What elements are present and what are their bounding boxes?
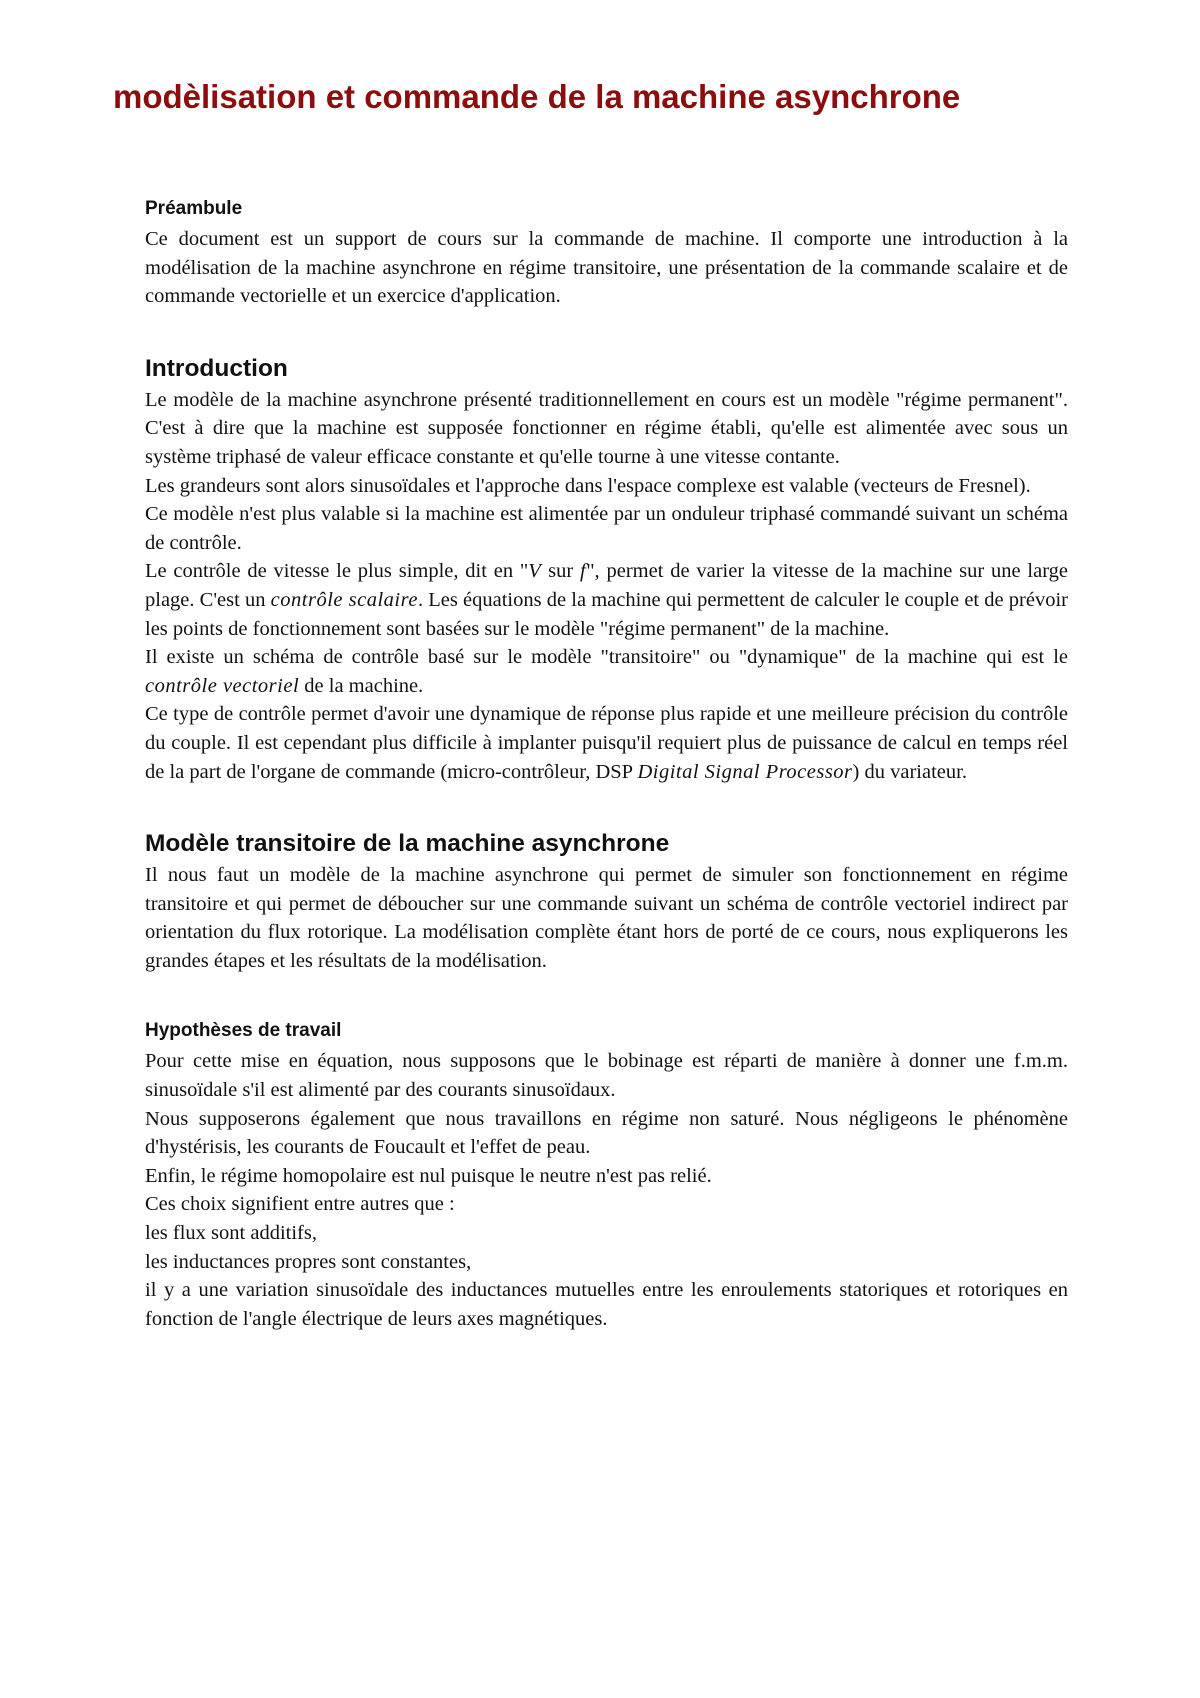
heading-preambule: Préambule — [145, 198, 243, 219]
section-introduction — [145, 353, 1068, 786]
paragraph-intro-6 — [145, 700, 1068, 786]
list-item-flux: les flux sont additifs, — [145, 1222, 317, 1245]
list-item-mutuelles: il y a une variation sinusoïdale des inductances mutuelles entre les enroulements statoriques et rotoriques en fonction de l'angle électrique de leurs axes magnétiques. — [145, 1279, 1068, 1330]
intro-4-text-a: Le contrôle de vitesse le plus simple, dit en " — [145, 560, 529, 583]
paragraph-hyp-4: Ces choix signifient entre autres que : — [145, 1193, 455, 1216]
paragraph-intro-3: Ce modèle n'est plus valable si la machine est alimentée par un onduleur triphasé commandé suivant un schéma de contrôle. — [145, 503, 1068, 554]
paragraph-hyp-1: Pour cette mise en équation, nous supposons que le bobinage est réparti de manière à donner une f.m.m. sinusoïdale s'il est alimenté par des courants sinusoïdaux. — [145, 1050, 1068, 1102]
intro-4-text-d: . Les équations de la machine qui permettent de calculer le couple et de prévoir les points de fonctionnement sont basées sur le modèle "régime permanent" de la machine. — [145, 588, 1069, 640]
paragraph-preambule: Ce document est un support de cours sur la commande de machine. Il comporte une introduction à la modélisation de la machine asynchrone en régime transitoire, une présentation de la commande scalaire et de commande vectorielle et un exercice d'application. — [145, 228, 1068, 308]
intro-4-emphasis: contrôle scalaire — [270, 588, 418, 611]
paragraph-hyp-2: Nous supposerons également que nous travaillons en régime non saturé. Nous négligeons le phénomène d'hystérisis, les courants de Foucault et l'effet de peau. — [145, 1107, 1068, 1159]
intro-5-text-b: de la machine. — [299, 674, 424, 697]
paragraph-intro-4 — [145, 557, 1068, 643]
paragraph-modele: Il nous faut un modèle de la machine asynchrone qui permet de simuler son fonctionnement en régime transitoire et qui permet de déboucher sur une commande suivant un schéma de contrôle vectoriel indirect par orientation du flux rotorique. La modélisation complète étant hors de porté de ce cours, nous expliquerons les grandes étapes et les résultats de la modélisation. — [145, 864, 1068, 972]
section-modele-transitoire — [145, 828, 1068, 975]
intro-4-text-c: ", permet de varier la vitesse de la machine sur une large plage. C'est un — [145, 560, 1069, 611]
section-hypotheses — [145, 1018, 1068, 1333]
intro-4-var-f: f — [579, 560, 587, 583]
document-body — [145, 196, 1068, 1333]
paragraph-intro-5 — [145, 643, 1068, 700]
paragraph-intro-2: Les grandeurs sont alors sinusoïdales et l'approche dans l'espace complexe est valable (vecteurs de Fresnel). — [145, 474, 1031, 497]
page-title: modèlisation et commande de la machine asynchrone — [113, 78, 961, 115]
intro-4-text-b: sur — [541, 560, 580, 583]
list-item-inductances: les inductances propres sont constantes, — [145, 1250, 472, 1273]
paragraph-hyp-3: Enfin, le régime homopolaire est nul puisque le neutre n'est pas relié. — [145, 1164, 712, 1187]
heading-hypotheses: Hypothèses de travail — [145, 1020, 342, 1042]
intro-6-text-b: ) du variateur. — [852, 760, 967, 783]
section-preambule — [145, 196, 1068, 311]
intro-6-emphasis: Digital Signal Processor — [637, 760, 853, 783]
intro-4-var-v: V — [528, 560, 542, 583]
intro-5-text-a: Il existe un schéma de contrôle basé sur le modèle "transitoire" ou "dynamique" de la machine qui est le — [145, 646, 1068, 669]
intro-6-text-a: Ce type de contrôle permet d'avoir une dynamique de réponse plus rapide et une meilleure précision du contrôle du couple. Il est cependant plus difficile à implanter puisqu'il requiert plus de puissance de calcul en temps réel de la part de l'organe de commande (micro-contrôleur, DSP — [145, 703, 1068, 783]
intro-5-emphasis: contrôle vectoriel — [145, 674, 300, 697]
paragraph-intro-1: Le modèle de la machine asynchrone présenté traditionnellement en cours est un modèle "régime permanent". C'est à dire que la machine est supposée fonctionner en régime établi, qu'elle est alimentée avec sous un système triphasé de valeur efficace constante et qu'elle tourne à une vitesse contante. — [145, 388, 1068, 468]
heading-introduction: Introduction — [145, 354, 288, 382]
heading-modele-transitoire: Modèle transitoire de la machine asynchrone — [145, 830, 670, 858]
